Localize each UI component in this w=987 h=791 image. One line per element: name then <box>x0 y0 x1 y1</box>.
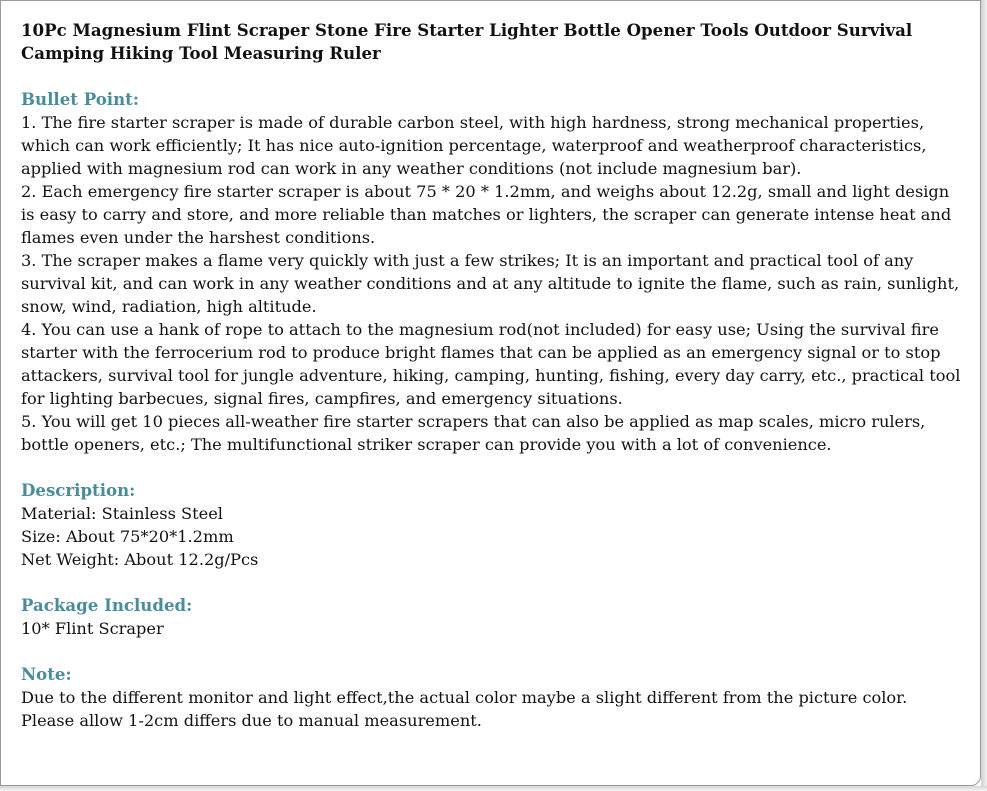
note-section <box>21 663 966 732</box>
product-description <box>21 19 966 755</box>
bullet-point-heading: Bullet Point: <box>21 89 139 109</box>
bullet-point-2: 2. Each emergency fire starter scraper is about 75 * 20 * 1.2mm, and weighs about 12.2g, small and light design is easy to carry and store, and more reliable than matches or lighters, the scraper can generate intense heat and flames even under the harshest conditions. <box>21 182 952 247</box>
package-heading: Package Included: <box>21 595 193 615</box>
description-size: Size: About 75*20*1.2mm <box>21 527 234 546</box>
note-line-1: Due to the different monitor and light effect,the actual color maybe a slight different from the picture color. <box>21 688 908 707</box>
bullet-point-1: 1. The fire starter scraper is made of durable carbon steel, with high hardness, strong mechanical properties, which can work efficiently; It has nice auto-ignition percentage, waterproof and weatherproof characteristics, applied with magnesium rod can work in any weather conditions (not include magnesium bar). <box>21 113 927 178</box>
bullet-point-section <box>21 88 966 456</box>
description-section <box>21 479 966 571</box>
panel-shadow-right <box>981 0 987 791</box>
bullet-point-5: 5. You will get 10 pieces all-weather fire starter scrapers that can also be applied as map scales, micro rulers, bottle openers, etc.; The multifunctional striker scraper can provide you with a lot of convenience. <box>21 412 926 454</box>
note-line-2: Please allow 1-2cm differs due to manual measurement. <box>21 711 482 730</box>
description-heading: Description: <box>21 480 136 500</box>
package-section <box>21 594 966 640</box>
note-heading: Note: <box>21 664 72 684</box>
product-title: 10Pc Magnesium Flint Scraper Stone Fire Starter Lighter Bottle Opener Tools Outdoor Survival Camping Hiking Tool Measuring Ruler <box>21 20 913 63</box>
package-item: 10* Flint Scraper <box>21 619 164 638</box>
bullet-point-4: 4. You can use a hank of rope to attach to the magnesium rod(not included) for easy use; Using the survival fire starter with the ferrocerium rod to produce bright flames that can be applied as an emergency signal or to stop attackers, survival tool for jungle adventure, hiking, camping, hunting, fishing, every day carry, etc., practical tool for lighting barbecues, signal fires, campfires, and emergency situations. <box>21 320 961 408</box>
description-weight: Net Weight: About 12.2g/Pcs <box>21 550 259 569</box>
bullet-point-3: 3. The scraper makes a flame very quickly with just a few strikes; It is an important and practical tool of any survival kit, and can work in any weather conditions and at any altitude to ignite the flame, such as rain, sunlight, snow, wind, radiation, high altitude. <box>21 251 960 316</box>
panel-shadow-bottom <box>0 786 987 791</box>
description-material: Material: Stainless Steel <box>21 504 223 523</box>
